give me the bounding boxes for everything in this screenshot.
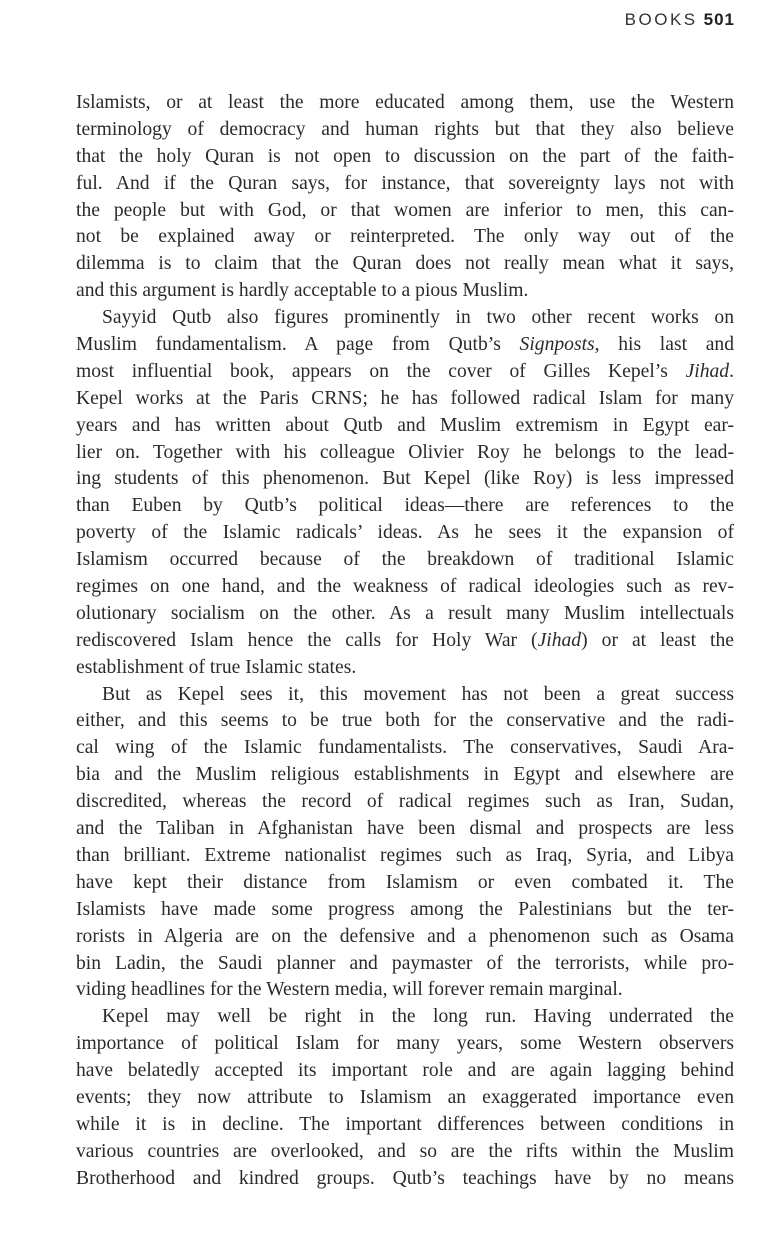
- text-line: [76, 1058, 734, 1085]
- running-head: [625, 10, 735, 30]
- text-line: [76, 789, 734, 816]
- text-line: [76, 144, 734, 171]
- text-run: bia and the Muslim religious establishments in Egypt and elsewhere are: [76, 764, 734, 786]
- text-line: [76, 413, 734, 440]
- text-run: the people but with God, or that women are inferior to men, this can-: [76, 199, 734, 221]
- book-title: Jihad: [537, 629, 582, 651]
- paragraph: [76, 1004, 734, 1192]
- text-run: Kepel may well be right in the long run. Having underrated the: [102, 1006, 734, 1028]
- text-run: Kepel works at the Paris CRNS; he has followed radical Islam for many: [76, 387, 734, 409]
- text-line: [76, 1085, 734, 1112]
- text-line: [76, 843, 734, 870]
- text-run: ful. And if the Quran says, for instance, that sovereignty lays not with: [76, 172, 734, 194]
- text-line: [76, 655, 734, 682]
- text-line: [76, 1004, 734, 1031]
- text-line: [76, 897, 734, 924]
- text-line: [76, 870, 734, 897]
- text-run: dilemma is to claim that the Quran does not really mean what it says,: [76, 253, 734, 275]
- text-run: various countries are overlooked, and so are the rifts within the Muslim: [76, 1140, 734, 1162]
- text-run: bin Ladin, the Saudi planner and paymaster of the terrorists, while pro-: [76, 952, 734, 974]
- text-run: Islamists, or at least the more educated among them, use the Western: [76, 92, 734, 113]
- text-run: establishment of true Islamic states.: [76, 656, 357, 678]
- text-run: terminology of democracy and human rights but that they also believe: [76, 118, 734, 140]
- text-line: [76, 466, 734, 493]
- text-line: [76, 440, 734, 467]
- text-line: [76, 305, 734, 332]
- text-line: [76, 601, 734, 628]
- book-title: Signposts: [519, 334, 595, 356]
- text-run: years and has written about Qutb and Muslim extremism in Egypt ear-: [76, 414, 734, 436]
- paragraph: [76, 305, 734, 681]
- text-run: , his last and: [594, 334, 734, 356]
- paragraph: [76, 682, 734, 1005]
- text-run: events; they now attribute to Islamism an exaggerated importance even: [76, 1086, 734, 1108]
- text-line: [76, 977, 734, 1004]
- text-line: [76, 547, 734, 574]
- text-line: [76, 1139, 734, 1166]
- text-line: [76, 332, 734, 359]
- text-line: [76, 1112, 734, 1139]
- text-run: Muslim fundamentalism. A page from Qutb’s: [76, 334, 520, 356]
- text-line: [76, 924, 734, 951]
- text-line: [76, 171, 734, 198]
- text-run: regimes on one hand, and the weakness of radical ideologies such as rev-: [76, 576, 734, 598]
- text-run: than brilliant. Extreme nationalist regimes such as Iraq, Syria, and Libya: [76, 844, 734, 866]
- text-line: [76, 278, 734, 305]
- text-run: Islamists have made some progress among the Palestinians but the ter-: [76, 898, 734, 920]
- text-run: rediscovered Islam hence the calls for Holy War (: [76, 629, 538, 651]
- text-line: [76, 816, 734, 843]
- text-run: that the holy Quran is not open to discussion on the part of the faith-: [76, 145, 734, 167]
- text-run: viding headlines for the Western media, will forever remain marginal.: [76, 979, 623, 1001]
- text-line: [76, 520, 734, 547]
- text-line: [76, 628, 734, 655]
- body-text: [76, 90, 734, 1193]
- text-run: discredited, whereas the record of radical regimes such as Iran, Sudan,: [76, 791, 734, 813]
- text-line: [76, 386, 734, 413]
- text-run: Brotherhood and kindred groups. Qutb’s teachings have by no means: [76, 1167, 734, 1189]
- text-line: [76, 1031, 734, 1058]
- section-title: BOOKS: [624, 10, 698, 29]
- text-line: [76, 951, 734, 978]
- text-run: Sayyid Qutb also figures prominently in two other recent works on: [102, 307, 734, 329]
- text-run: ) or at least the: [581, 629, 734, 651]
- text-line: [76, 224, 734, 251]
- text-run: and the Taliban in Afghanistan have been dismal and prospects are less: [76, 818, 734, 840]
- text-run: have kept their distance from Islamism or even combated it. The: [76, 871, 734, 893]
- text-run: either, and this seems to be true both for the conservative and the radi-: [76, 710, 734, 732]
- paragraph: [76, 90, 734, 305]
- text-line: [76, 1166, 734, 1193]
- text-line: [76, 762, 734, 789]
- text-line: [76, 493, 734, 520]
- text-run: have belatedly accepted its important role and are again lagging behind: [76, 1060, 734, 1082]
- text-run: cal wing of the Islamic fundamentalists. The conservatives, Saudi Ara-: [76, 737, 734, 759]
- text-run: But as Kepel sees it, this movement has not been a great success: [102, 683, 734, 705]
- text-run: olutionary socialism on the other. As a result many Muslim intellectuals: [76, 602, 734, 624]
- page-number: 501: [703, 10, 735, 29]
- text-line: [76, 574, 734, 601]
- text-run: poverty of the Islamic radicals’ ideas. As he sees it the expansion of: [76, 522, 734, 544]
- text-run: lier on. Together with his colleague Olivier Roy he belongs to the lead-: [76, 441, 734, 463]
- text-line: [76, 251, 734, 278]
- text-run: Islamism occurred because of the breakdown of traditional Islamic: [76, 549, 734, 571]
- text-line: [76, 708, 734, 735]
- book-title: Jihad: [685, 360, 730, 382]
- text-line: [76, 198, 734, 225]
- text-run: and this argument is hardly acceptable to a pious Muslim.: [76, 280, 529, 302]
- text-line: [76, 117, 734, 144]
- text-line: [76, 359, 734, 386]
- text-line: [76, 735, 734, 762]
- text-run: than Euben by Qutb’s political ideas—there are references to the: [76, 495, 734, 517]
- text-run: not be explained away or reinterpreted. The only way out of the: [76, 226, 734, 248]
- text-run: while it is in decline. The important differences between conditions in: [76, 1113, 734, 1135]
- text-run: most influential book, appears on the cover of Gilles Kepel’s: [76, 360, 686, 382]
- text-line: [76, 90, 734, 117]
- text-run: rorists in Algeria are on the defensive and a phenomenon such as Osama: [76, 925, 734, 947]
- text-run: importance of political Islam for many years, some Western observers: [76, 1033, 734, 1055]
- text-line: [76, 682, 734, 709]
- text-run: ing students of this phenomenon. But Kepel (like Roy) is less impressed: [76, 468, 734, 490]
- text-run: .: [729, 360, 734, 382]
